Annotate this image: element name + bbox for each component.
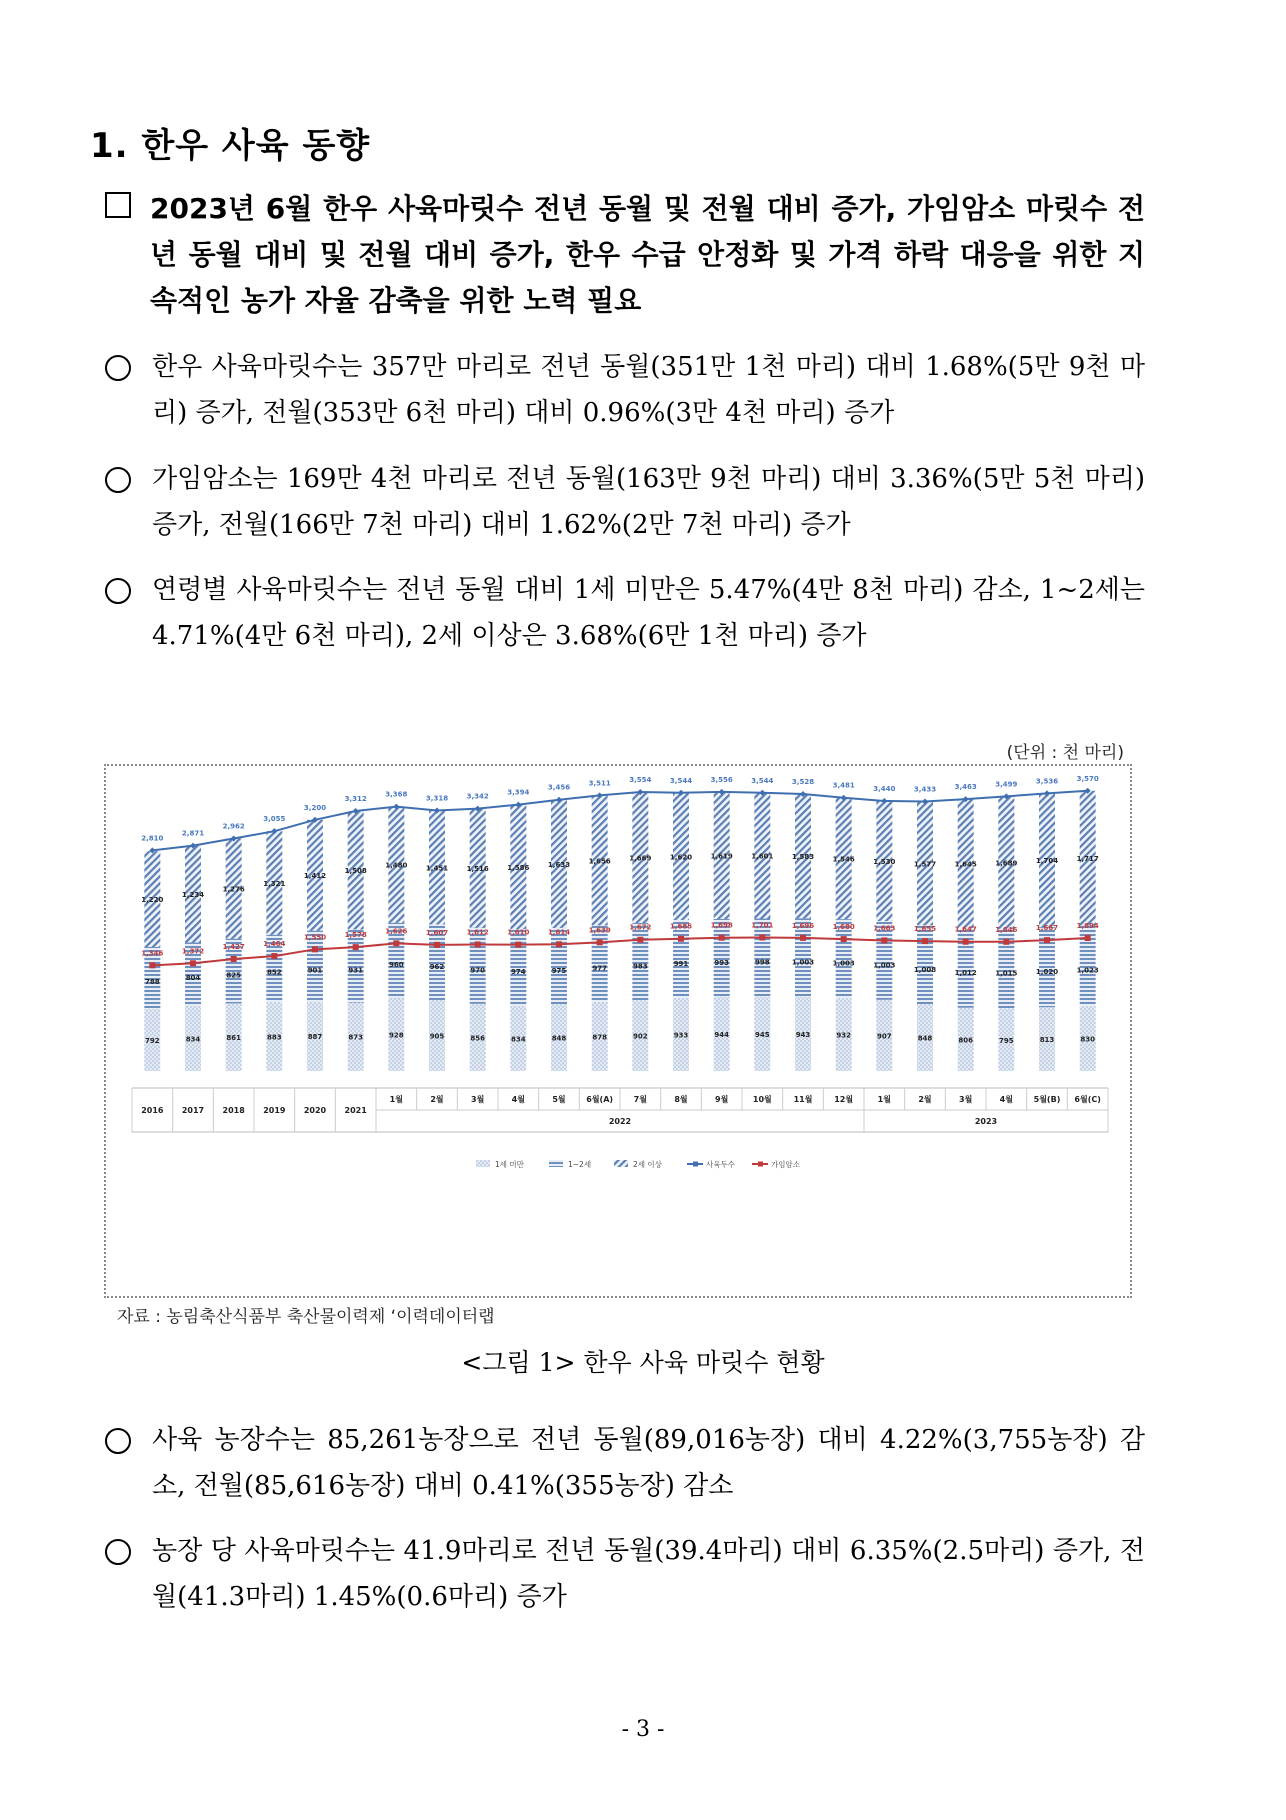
label-cows: 1,646 — [995, 925, 1018, 934]
bullet-farms — [105, 1417, 1145, 1509]
checkbox-square-icon — [105, 192, 131, 218]
label-cows: 1,578 — [344, 931, 367, 940]
category-label: 2월 — [430, 1095, 444, 1104]
label-total: 3,544 — [669, 776, 693, 785]
label-total: 3,318 — [425, 794, 449, 803]
label-under1: 873 — [348, 1033, 363, 1042]
label-1to2: 998 — [755, 958, 770, 967]
cows-marker — [800, 935, 806, 941]
label-2plus: 1,656 — [588, 857, 611, 866]
label-2plus: 1,321 — [263, 879, 286, 888]
label-1to2: 1,003 — [832, 959, 855, 968]
section-title: 1. 한우 사육 동향 — [90, 126, 371, 166]
category-label: 11월 — [793, 1095, 813, 1104]
cows-marker — [556, 941, 562, 947]
legend-label: 가임암소 — [771, 1160, 800, 1169]
label-2plus: 1,480 — [385, 861, 408, 870]
category-label: 2018 — [222, 1106, 245, 1115]
bullet-circle-icon — [105, 467, 131, 493]
label-2plus: 1,234 — [181, 890, 205, 899]
label-2plus: 1,645 — [954, 860, 977, 869]
cows-marker — [475, 941, 481, 947]
category-label: 7월 — [633, 1095, 647, 1104]
category-label: 2016 — [141, 1106, 164, 1115]
label-1to2: 1,023 — [1076, 966, 1099, 975]
label-2plus: 1,508 — [344, 867, 367, 876]
label-total: 3,368 — [385, 790, 408, 799]
cows-marker — [1085, 935, 1091, 941]
label-under1: 848 — [917, 1034, 933, 1043]
label-cows: 1,655 — [913, 925, 937, 934]
label-1to2: 983 — [633, 962, 648, 971]
label-under1: 813 — [1039, 1036, 1055, 1045]
bullet-text: 한우 사육마릿수는 357만 마리로 전년 동월(351만 1천 마리) 대비 1.68%(5만 9천 마리) 증가, 전월(353만 6천 마리) 대비 0.96%(3만 4천 마리) 증가 — [152, 352, 1145, 428]
label-total: 3,463 — [954, 783, 977, 792]
bullet-text: 가임암소는 169만 4천 마리로 전년 동월(163만 9천 마리) 대비 3.36%(5만 5천 마리) 증가, 전월(166만 7천 마리) 대비 1.62%(2만 7천 마리) 증가 — [152, 464, 1145, 540]
label-1to2: 901 — [307, 966, 323, 975]
label-1to2: 975 — [551, 966, 567, 975]
cows-marker — [312, 946, 318, 952]
category-label: 1월 — [877, 1095, 891, 1104]
label-under1: 856 — [470, 1034, 485, 1043]
label-2plus: 1,704 — [1035, 857, 1059, 866]
group-label: 2022 — [608, 1117, 632, 1126]
label-total: 3,570 — [1076, 774, 1099, 783]
category-label: 2019 — [263, 1106, 286, 1115]
label-cows: 1,372 — [181, 947, 205, 956]
label-cows: 1,614 — [547, 928, 571, 937]
category-label: 5월(B) — [1033, 1095, 1061, 1104]
group-label: 2023 — [974, 1117, 998, 1126]
cows-marker — [881, 937, 887, 943]
cows-marker — [963, 939, 969, 945]
cows-marker — [353, 944, 359, 950]
label-2plus: 1,717 — [1076, 855, 1099, 864]
category-label: 12월 — [834, 1095, 854, 1104]
cows-marker — [190, 960, 196, 966]
category-label: 9월 — [715, 1095, 729, 1104]
legend-marker — [693, 1162, 698, 1167]
bullet-circle-icon — [105, 1539, 131, 1565]
label-1to2: 788 — [145, 977, 160, 986]
label-2plus: 1,220 — [141, 896, 164, 905]
category-label: 6월(C) — [1074, 1095, 1101, 1104]
label-cows: 1,626 — [385, 927, 408, 936]
cows-marker — [271, 953, 277, 959]
label-cows: 1,694 — [1076, 922, 1099, 931]
label-2plus: 1,601 — [751, 852, 774, 861]
bullet-circle-icon — [105, 355, 131, 381]
cows-marker — [515, 942, 521, 948]
label-cows: 1,647 — [954, 925, 977, 934]
label-2plus: 1,619 — [710, 852, 733, 861]
cows-marker — [841, 936, 847, 942]
label-total: 3,481 — [832, 781, 855, 790]
label-under1: 834 — [185, 1035, 201, 1044]
label-2plus: 1,276 — [222, 885, 245, 894]
label-2plus: 1,516 — [466, 865, 489, 874]
label-1to2: 1,020 — [1035, 968, 1059, 977]
label-1to2: 825 — [226, 971, 241, 980]
cows-marker — [149, 962, 155, 968]
label-1to2: 1,012 — [954, 968, 977, 977]
bullet-text: 연령별 사육마릿수는 전년 동월 대비 1세 미만은 5.47%(4만 8천 마리) 감소, 1~2세는 4.71%(4만 6천 마리), 2세 이상은 3.68%(6만 1천 마리) 증가 — [152, 575, 1145, 651]
category-label: 2020 — [303, 1106, 327, 1115]
label-1to2: 974 — [511, 968, 526, 977]
label-under1: 944 — [714, 1030, 729, 1039]
label-under1: 830 — [1080, 1035, 1095, 1044]
label-cows: 1,685 — [669, 922, 693, 931]
label-2plus: 1,669 — [629, 854, 652, 863]
label-2plus: 1,620 — [669, 853, 693, 862]
bullet-circle-icon — [105, 578, 131, 604]
label-1to2: 852 — [267, 968, 282, 977]
label-under1: 848 — [551, 1034, 567, 1043]
label-cows: 1,667 — [1035, 924, 1059, 933]
label-under1: 887 — [307, 1033, 323, 1042]
figure-caption: <그림 1> 한우 사육 마릿수 현황 — [461, 1348, 825, 1377]
label-2plus: 1,412 — [303, 872, 327, 881]
chart-frame — [104, 764, 1132, 1298]
label-cows: 1,680 — [832, 923, 855, 932]
label-under1: 943 — [795, 1030, 811, 1039]
label-under1: 792 — [145, 1036, 160, 1045]
legend-swatch — [476, 1160, 490, 1167]
label-under1: 907 — [877, 1032, 892, 1041]
label-cows: 1,612 — [466, 928, 489, 937]
label-total: 3,536 — [1035, 777, 1059, 786]
summary-text: 2023년 6월 한우 사육마릿수 전년 동월 및 전월 대비 증가, 가임암소 마릿수 전년 동월 대비 및 전월 대비 증가, 한우 수급 안정화 및 가격 하락 대응을 위한 지속적인 농가 자율 감축을 위한 노력 필요 — [150, 192, 1145, 317]
source-note: 자료 : 농림축산식품부 축산물이력제 ‘이력데이터랩 — [117, 1307, 495, 1327]
label-total: 3,456 — [547, 783, 571, 792]
label-under1: 932 — [836, 1031, 851, 1040]
label-under1: 795 — [999, 1036, 1014, 1045]
legend-label: 2세 이상 — [633, 1160, 662, 1169]
label-1to2: 804 — [185, 974, 201, 983]
bullet-per-farm — [105, 1528, 1145, 1620]
label-cows: 1,698 — [710, 921, 733, 930]
category-label: 1월 — [389, 1095, 403, 1104]
label-cows: 1,696 — [791, 921, 815, 930]
legend-swatch — [549, 1160, 563, 1167]
cows-marker — [393, 940, 399, 946]
label-total: 3,055 — [263, 815, 286, 824]
label-1to2: 993 — [714, 958, 729, 967]
label-total: 3,511 — [588, 779, 611, 788]
label-cows: 1,663 — [873, 924, 896, 933]
cows-marker — [719, 935, 725, 941]
label-2plus: 1,577 — [913, 860, 937, 869]
label-total: 3,433 — [913, 785, 937, 794]
label-1to2: 1,003 — [791, 958, 815, 967]
label-total: 3,544 — [751, 776, 774, 785]
label-under1: 878 — [592, 1033, 607, 1042]
label-total: 3,499 — [995, 780, 1018, 789]
label-cows: 1,607 — [425, 928, 449, 937]
bullet-text: 농장 당 사육마릿수는 41.9마리로 전년 동월(39.4마리) 대비 6.35%(2.5마리) 증가, 전월(41.3마리) 1.45%(0.6마리) 증가 — [152, 1536, 1145, 1612]
unit-label: (단위 : 천 마리) — [1006, 743, 1124, 763]
category-label: 3월 — [959, 1095, 973, 1104]
legend-label: 1세 미만 — [495, 1160, 524, 1169]
cows-marker — [1003, 939, 1009, 945]
bullet-age-groups — [105, 567, 1145, 659]
label-cows: 1,672 — [629, 923, 652, 932]
label-total: 3,312 — [344, 795, 367, 804]
label-2plus: 1,586 — [507, 863, 530, 872]
bullet-total-head — [105, 344, 1145, 436]
label-total: 3,556 — [710, 775, 733, 784]
label-total: 3,200 — [303, 803, 327, 812]
page-number: - 3 - — [621, 1717, 665, 1742]
label-cows: 1,464 — [263, 940, 286, 949]
legend-label: 사육두수 — [706, 1160, 735, 1169]
category-label: 4월 — [511, 1095, 525, 1104]
label-1to2: 1,015 — [995, 969, 1018, 978]
bullet-text: 사육 농장수는 85,261농장으로 전년 동월(89,016농장) 대비 4.22%(3,755농장) 감소, 전월(85,616농장) 대비 0.41%(355농장) 감소 — [152, 1425, 1145, 1501]
label-2plus: 1,689 — [995, 859, 1018, 868]
category-label: 2017 — [181, 1106, 205, 1115]
cows-marker — [1044, 937, 1050, 943]
label-1to2: 977 — [592, 964, 607, 973]
label-2plus: 1,530 — [873, 858, 896, 867]
legend-marker — [758, 1162, 763, 1167]
summary-box — [105, 186, 1145, 324]
legend-label: 1~2세 — [568, 1160, 592, 1169]
label-total: 3,440 — [873, 784, 896, 793]
category-label: 2월 — [918, 1095, 932, 1104]
category-label: 5월 — [552, 1095, 566, 1104]
label-total: 3,528 — [791, 778, 815, 787]
label-1to2: 962 — [429, 962, 445, 971]
label-total: 3,554 — [629, 776, 652, 785]
label-total: 2,962 — [222, 822, 245, 831]
hanwoo-chart — [106, 766, 1130, 1296]
category-label: 4월 — [999, 1095, 1013, 1104]
cows-marker — [434, 942, 440, 948]
label-2plus: 1,633 — [547, 860, 571, 869]
label-under1: 806 — [958, 1036, 973, 1045]
label-total: 2,810 — [141, 834, 164, 843]
bullet-circle-icon — [105, 1428, 131, 1454]
label-cows: 1,701 — [751, 921, 774, 930]
label-2plus: 1,583 — [791, 853, 815, 862]
legend — [476, 1159, 801, 1169]
label-total: 3,394 — [507, 788, 530, 797]
label-under1: 945 — [755, 1030, 770, 1039]
label-1to2: 991 — [673, 959, 689, 968]
label-cows: 1,639 — [588, 926, 611, 935]
cows-marker — [597, 939, 603, 945]
label-1to2: 931 — [348, 966, 363, 975]
cows-marker — [637, 937, 643, 943]
cows-marker — [759, 934, 765, 940]
label-under1: 933 — [673, 1031, 689, 1040]
label-under1: 902 — [633, 1032, 648, 1041]
labels-layer — [141, 775, 1099, 1045]
label-under1: 861 — [226, 1034, 241, 1043]
cows-marker — [922, 938, 928, 944]
label-cows: 1,346 — [141, 949, 164, 958]
bullet-breeding-cows — [105, 456, 1145, 548]
label-cows: 1,427 — [222, 942, 245, 951]
category-label: 3월 — [471, 1095, 485, 1104]
label-1to2: 960 — [389, 961, 404, 970]
label-total: 2,871 — [181, 829, 205, 838]
label-total: 3,342 — [466, 792, 489, 801]
category-axis — [132, 1088, 1108, 1132]
cows-marker — [678, 936, 684, 942]
label-1to2: 1,008 — [913, 965, 937, 974]
category-label: 10월 — [752, 1095, 772, 1104]
label-under1: 834 — [511, 1035, 526, 1044]
label-cows: 1,610 — [507, 928, 530, 937]
legend-swatch — [614, 1160, 628, 1167]
category-label: 2021 — [344, 1106, 367, 1115]
label-1to2: 1,003 — [873, 961, 896, 970]
label-under1: 928 — [389, 1031, 404, 1040]
label-under1: 905 — [429, 1032, 445, 1041]
label-1to2: 970 — [470, 966, 485, 975]
category-label: 6월(A) — [586, 1095, 614, 1104]
label-cows: 1,550 — [303, 933, 327, 942]
label-under1: 883 — [267, 1033, 282, 1042]
category-label: 8월 — [674, 1095, 688, 1104]
cows-marker — [231, 956, 237, 962]
label-2plus: 1,546 — [832, 855, 855, 864]
label-2plus: 1,451 — [425, 864, 449, 873]
